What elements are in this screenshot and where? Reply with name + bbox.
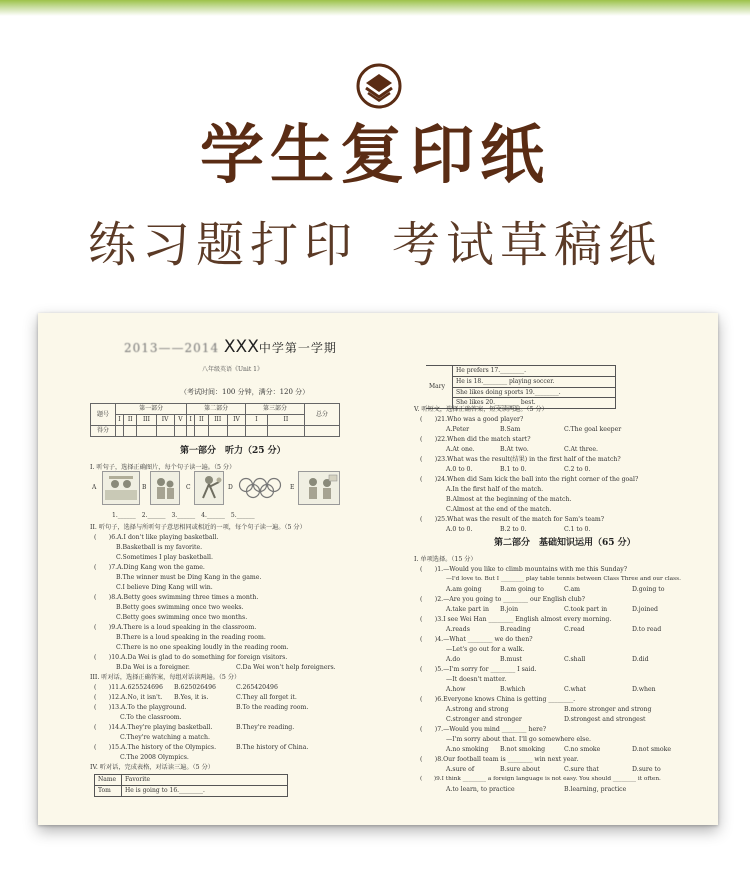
- question-line: D.not smoke: [632, 746, 672, 753]
- question-line: C.Da Wei won't help foreigners.: [236, 664, 336, 671]
- question-line: D.strongest and strongest: [564, 716, 646, 723]
- question-line: C.Almost at the end of the match.: [446, 506, 552, 513]
- question-line: C.sure that: [564, 766, 599, 773]
- question-line: D.when: [632, 686, 656, 693]
- question-line: A.take part in: [446, 606, 490, 613]
- score-cell: V: [174, 415, 187, 426]
- question-line: A.strong and strong: [446, 706, 509, 713]
- score-cell: IV: [156, 415, 174, 426]
- pic-label: C: [186, 484, 191, 491]
- question-line: ( )14.A.They're playing basketball.: [94, 724, 213, 731]
- question-line: C.265420496: [236, 684, 278, 691]
- score-cell: 第二部分: [187, 404, 246, 415]
- score-cell: 得分: [91, 426, 116, 437]
- table-cell: Favorite: [122, 775, 288, 786]
- score-cell: 题号: [91, 404, 116, 426]
- table-cell: He is going to 16.________.: [122, 785, 288, 796]
- exam-years: 2013——2014: [124, 341, 220, 355]
- question-line: A.In the first half of the match.: [446, 486, 544, 493]
- picture-row: [92, 471, 340, 509]
- mary-table: [426, 365, 616, 409]
- score-cell: 第三部分: [246, 404, 305, 415]
- pic-label: A: [92, 484, 97, 491]
- question-line: ( )3.I see Wei Han ________ English almost every morning.: [420, 616, 612, 623]
- question-line: C.shall: [564, 656, 586, 663]
- question-line: ( )7.A.Ding Kang won the game.: [94, 564, 205, 571]
- section-title: I. 听句子，选择正确图片，每个句子读一遍。（5 分）: [90, 464, 236, 471]
- question-line: C.stronger and stronger: [446, 716, 522, 723]
- question-line: ( )4.—What ________ we do then?: [420, 636, 533, 643]
- section-title: III. 听对话，选择正确答案，每组对话读两遍。（5 分）: [90, 674, 241, 681]
- question-line: B.sure about: [500, 766, 541, 773]
- table-cell: She likes doing sports 19.________.: [453, 387, 616, 398]
- question-line: ( )24.When did Sam kick the ball into the right corner of the goal?: [420, 476, 639, 483]
- score-table: [90, 403, 340, 437]
- question-line: ( )7.—Would you mind ________ here?: [420, 726, 547, 733]
- question-line: B.Basketball is my favorite.: [116, 544, 203, 551]
- exam-term: 中学第一学期: [258, 341, 337, 355]
- section-title: I. 单项选择。（15 分）: [414, 556, 477, 563]
- question-line: B.Sam: [500, 426, 521, 433]
- exam-header: [124, 337, 337, 357]
- question-line: —I'd love to. But I ________ play table tennis between Class Three and our class.: [446, 576, 681, 582]
- table-cell: He prefers 17.________.: [453, 366, 616, 377]
- score-cell: III: [137, 415, 156, 426]
- question-line: —I'm sorry about that. I'll go somewhere else.: [446, 736, 591, 743]
- question-line: B.Da Wei is a foreigner.: [116, 664, 190, 671]
- table-cell: Mary: [426, 366, 453, 409]
- score-cell: II: [123, 415, 137, 426]
- question-line: B.The history of China.: [236, 744, 309, 751]
- question-line: ( )15.A.The history of the Olympics.: [94, 744, 217, 751]
- table-cell: She likes 20.________ best.: [453, 398, 616, 409]
- exam-school: XXX: [223, 337, 259, 357]
- question-line: ( )6.Everyone knows China is getting ________.: [420, 696, 576, 703]
- question-line: B.At two.: [500, 446, 529, 453]
- question-line: B.more stronger and strong: [564, 706, 652, 713]
- question-line: B.reading: [500, 626, 531, 633]
- subtitle-right: 考试草稿纸: [392, 217, 663, 273]
- question-line: ( )22.When did the match start?: [420, 436, 531, 443]
- question-line: C.am: [564, 586, 581, 593]
- exam-time: （考试时间：100 分钟，满分：120 分）: [180, 388, 310, 396]
- question-line: C.2 to 0.: [564, 466, 591, 473]
- picture-b: [150, 471, 180, 505]
- question-line: ( )9.I think ________ a foreign language is not easy. You should ________ it often.: [420, 776, 661, 782]
- score-cell: IV: [227, 415, 245, 426]
- question-line: A.to learn, to practice: [446, 786, 515, 793]
- question-line: B.Betty goes swimming once two weeks.: [116, 604, 244, 611]
- score-cell: II: [267, 415, 304, 426]
- table-cell: Tom: [95, 785, 122, 796]
- question-line: D.going to: [632, 586, 665, 593]
- section-title: IV. 听对话，完成表格，对话读三遍。（5 分）: [90, 764, 214, 771]
- question-line: ( )11.A.625524696: [94, 684, 163, 691]
- question-line: B.not smoking: [500, 746, 546, 753]
- question-line: ( )1.—Would you like to climb mountains with me this Sunday?: [420, 566, 628, 573]
- score-cell: 总分: [305, 404, 340, 426]
- question-line: —It doesn't matter.: [446, 676, 507, 683]
- question-line: C.Betty goes swimming once two months.: [116, 614, 248, 621]
- question-line: A.do: [446, 656, 461, 663]
- question-line: C.1 to 0.: [564, 526, 591, 533]
- question-line: C.took part in: [564, 606, 608, 613]
- score-cell: II: [195, 415, 209, 426]
- score-cell: I: [187, 415, 195, 426]
- pic-label: B: [142, 484, 147, 491]
- question-line: B.1 to 0.: [500, 466, 527, 473]
- main-title: 学生复印纸: [200, 119, 550, 193]
- olympic-rings-picture: [236, 471, 284, 503]
- pic-label: E: [290, 484, 295, 491]
- exam-paper: [38, 313, 718, 825]
- question-line: B.They're reading.: [236, 724, 295, 731]
- question-line: D.to read: [632, 626, 662, 633]
- question-line: B.625026496: [174, 684, 216, 691]
- question-line: B.There is a loud speaking in the reading room.: [116, 634, 266, 641]
- question-line: ( )23.What was the result(结果) in the first half of the match?: [420, 456, 621, 463]
- question-line: A.am going: [446, 586, 482, 593]
- part1-title: 第一部分 听力（25 分）: [180, 446, 286, 456]
- question-line: ( )21.Who was a good player?: [420, 416, 524, 423]
- question-line: C.Sometimes I play basketball.: [116, 554, 213, 561]
- question-line: A.Peter: [446, 426, 470, 433]
- table-cell: He is 18.________ playing soccer.: [453, 376, 616, 387]
- question-line: C.At three.: [564, 446, 599, 453]
- question-line: B.must: [500, 656, 523, 663]
- question-line: B.which: [500, 686, 526, 693]
- question-line: A.how: [446, 686, 466, 693]
- picture-answers: 1.______ 2.______ 3.______ 4.______ 5.______: [112, 512, 255, 519]
- question-line: ( )12.A.No, it isn't.: [94, 694, 163, 701]
- question-line: A.no smoking: [446, 746, 489, 753]
- score-cell: 第一部分: [116, 404, 187, 415]
- question-line: C.The 2008 Olympics.: [120, 754, 189, 761]
- top-green-band: [0, 0, 750, 16]
- question-line: —Let's go out for a walk.: [446, 646, 525, 653]
- question-line: ( )8.Our football team is ________ win next year.: [420, 756, 579, 763]
- question-line: C.The goal keeper: [564, 426, 622, 433]
- question-line: D.joined: [632, 606, 658, 613]
- question-line: ( )2.—Are you going to ________ our English club?: [420, 596, 585, 603]
- question-line: D.sure to: [632, 766, 661, 773]
- question-line: C.read: [564, 626, 585, 633]
- question-line: ( )6.A.I don't like playing basketball.: [94, 534, 219, 541]
- question-line: ( )9.A.There is a loud speaking in the classroom.: [94, 624, 257, 631]
- question-line: B.Yes, it is.: [174, 694, 209, 701]
- question-line: C.what: [564, 686, 586, 693]
- question-line: C.They all forget it.: [236, 694, 297, 701]
- exam-unit: 八年级英语《Unit 1》: [202, 366, 263, 373]
- part2-title: 第二部分 基础知识运用（65 分）: [494, 538, 636, 548]
- score-cell: I: [246, 415, 268, 426]
- question-line: A.At one.: [446, 446, 475, 453]
- question-line: B.Almost at the beginning of the match.: [446, 496, 572, 503]
- section-title: V. 听短文，选择正确答案，短文读两遍。（5 分）: [414, 406, 548, 413]
- question-line: C.There is no one speaking loudly in the reading room.: [116, 644, 289, 651]
- question-line: C.They're watching a match.: [120, 734, 210, 741]
- table-cell: Name: [95, 775, 122, 786]
- subtitle: [0, 214, 750, 276]
- picture-e: [298, 471, 340, 505]
- picture-a: [102, 471, 140, 505]
- question-line: A.0 to 0.: [446, 526, 473, 533]
- question-line: C.no smoke: [564, 746, 601, 753]
- score-cell: III: [208, 415, 227, 426]
- question-line: B.join: [500, 606, 519, 613]
- score-cell: I: [116, 415, 124, 426]
- section-title: II. 听句子，选择与所听句子意思相同或相近的一项，每个句子读一遍。（5 分）: [90, 524, 306, 531]
- question-line: C.To the classroom.: [120, 714, 182, 721]
- question-line: B.To the reading room.: [236, 704, 309, 711]
- question-line: C.I believe Ding Kang will win.: [116, 584, 213, 591]
- question-line: B.am going to: [500, 586, 544, 593]
- subtitle-left: 练习题打印: [87, 217, 358, 273]
- question-line: B.2 to 0.: [500, 526, 527, 533]
- question-line: A.0 to 0.: [446, 466, 473, 473]
- pic-label: D: [228, 484, 233, 491]
- question-line: ( )13.A.To the playground.: [94, 704, 187, 711]
- question-line: ( )25.What was the result of the match for Sam's team?: [420, 516, 605, 523]
- question-line: A.sure of: [446, 766, 475, 773]
- question-line: B.learning, practice: [564, 786, 627, 793]
- stacked-layers-icon: [355, 62, 403, 110]
- listening-table: [94, 774, 288, 797]
- question-line: D.did: [632, 656, 649, 663]
- question-line: ( )5.—I'm sorry for ________ I said.: [420, 666, 537, 673]
- question-line: ( )8.A.Betty goes swimming three times a month.: [94, 594, 259, 601]
- question-line: B.The winner must be Ding Kang in the game.: [116, 574, 262, 581]
- question-line: A.reads: [446, 626, 470, 633]
- picture-c: [194, 471, 224, 505]
- question-line: ( )10.A.Da Wei is glad to do something for foreign visitors.: [94, 654, 288, 661]
